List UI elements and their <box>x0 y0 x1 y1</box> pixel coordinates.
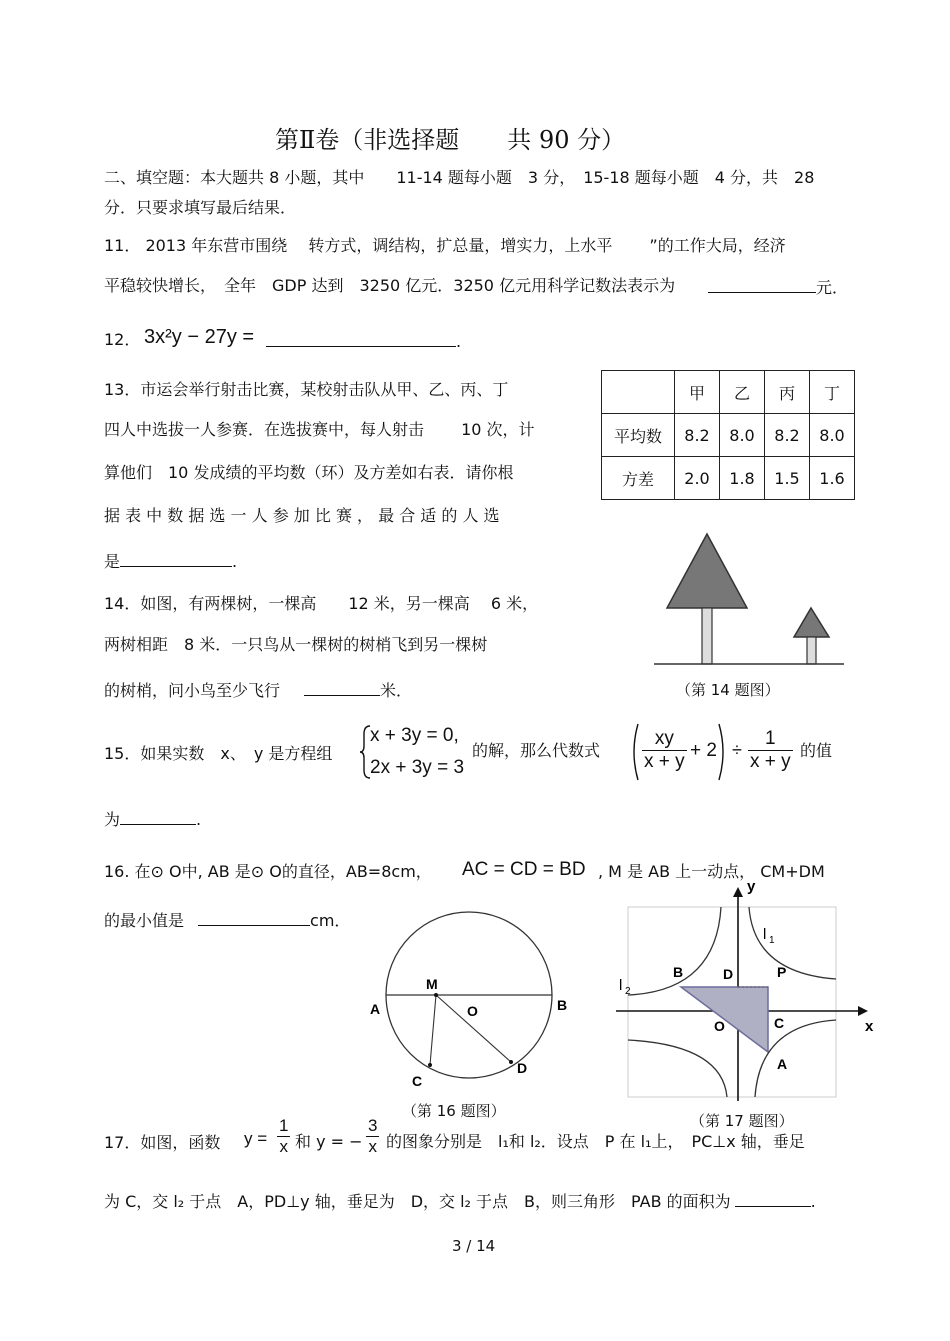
q16-line1b: , M 是 AB 上一动点， CM+DM <box>598 862 825 881</box>
fraction-one: $\frac{1}{x + y}$ <box>750 728 791 772</box>
curve-l1-q3 <box>628 1040 727 1097</box>
table-cell: 8.2 <box>765 414 810 457</box>
q17-f1-label: y = <box>244 1129 268 1148</box>
label-b: B <box>557 997 568 1013</box>
section-intro-line2: 分．只要求填写最后结果． <box>104 198 297 217</box>
q17-rest: 的图象分别是 l₁和 l₂．设点 P 在 l₁上， PC⊥x 轴，垂足 <box>386 1132 805 1151</box>
q17-line2: 为 C，交 l₂ 于点 A，PD⊥y 轴，垂足为 D，交 l₂ 于点 B，则三角形 PAB 的面积为 . <box>104 1192 816 1211</box>
label-x-axis: x <box>865 1018 874 1035</box>
label-point-p: P <box>777 964 787 980</box>
q12-number: 12． <box>104 330 141 349</box>
q15-answer-blank[interactable] <box>120 808 196 825</box>
table-cell: 平均数 <box>602 414 675 457</box>
q15-mid: 的解，那么代数式 <box>472 741 601 760</box>
q17-f1-fraction: $\frac{1}{x}$ <box>279 1116 289 1156</box>
q17-f2-fraction: $\frac{3}{x}$ <box>368 1116 378 1156</box>
label-c: C <box>412 1073 423 1089</box>
hyperbola-figure <box>610 875 880 1105</box>
score-table <box>601 370 855 500</box>
table-cell: 丁 <box>810 371 855 414</box>
q13-line5: 是 . <box>104 552 238 571</box>
label-point-d: D <box>723 966 734 982</box>
table-cell: 2.0 <box>675 457 720 500</box>
curve-l1-q1 <box>749 907 836 979</box>
label-m: M <box>426 976 438 992</box>
q13-line4: 据 表 中 数 据 选 一 人 参 加 比 赛 ， 最 合 适 的 人 选 <box>104 506 500 525</box>
q11-line1: 11． 2013 年东营市围绕 转方式，调结构，扩总量，增实力，上水平 ”的工作大局，经济 <box>104 236 786 255</box>
curve-l2-q2 <box>628 907 721 995</box>
q14-line1: 14．如图，有两棵树，一棵高 12 米，另一棵高 6 米， <box>104 594 539 613</box>
q14-answer-blank[interactable] <box>304 679 380 696</box>
label-d: D <box>517 1060 528 1076</box>
q11-line2: 平稳较快增长， 全年 GDP 达到 3250 亿元．3250 亿元用科学记数法表示为 <box>104 276 676 295</box>
page-title: 第Ⅱ卷（非选择题 共 90 分） <box>275 126 626 154</box>
label-o: O <box>467 1003 478 1019</box>
q14-line2: 两树相距 8 米．一只鸟从一棵树的树梢飞到另一棵树 <box>104 635 488 654</box>
small-tree-crown <box>794 608 829 637</box>
y-axis-arrow <box>733 887 743 897</box>
q13-line3: 算他们 10 发成绩的平均数（环）及方差如右表．请你根 <box>104 463 514 482</box>
label-point-c: C <box>774 1015 785 1031</box>
q11-unit: 元． <box>816 278 849 297</box>
q17-caption: （第 17 题图） <box>690 1112 794 1130</box>
q12-answer-blank[interactable]: . <box>266 330 461 352</box>
q12-expression: 3x²y − 27y = <box>144 326 255 348</box>
fraction-xy: $\frac{xy}{x + y}$ <box>644 728 685 772</box>
q16-line1a: 16. 在⊙ O中, AB 是⊙ O的直径，AB=8cm， <box>104 862 432 881</box>
q17-and: 和 y = − <box>295 1132 363 1151</box>
q13-answer-blank[interactable] <box>120 550 232 567</box>
label-point-a: A <box>777 1056 788 1072</box>
trees-figure <box>650 528 850 670</box>
big-tree-trunk <box>702 608 712 664</box>
small-tree-trunk <box>807 637 816 664</box>
q11-answer-blank[interactable] <box>708 276 848 298</box>
q17-prefix: 17．如图，函数 <box>104 1133 221 1152</box>
q17-answer-blank[interactable] <box>735 1190 811 1207</box>
system-eq2: 2x + 3y = 3 <box>370 757 465 778</box>
table-cell: 1.8 <box>720 457 765 500</box>
q16-caption: （第 16 题图） <box>402 1102 506 1120</box>
q15-suffix: 的值 <box>800 741 833 760</box>
left-paren <box>627 722 641 782</box>
table-cell: 方差 <box>602 457 675 500</box>
q14-line3: 的树梢，问小鸟至少飞行 米． <box>104 681 413 700</box>
system-eq1: x + 3y = 0, <box>370 725 459 746</box>
label-l2-sub: 2 <box>625 986 631 997</box>
table-row <box>602 457 855 500</box>
circle-figure <box>362 905 572 1100</box>
label-a: A <box>370 1001 381 1017</box>
q16-line2: 的最小值是 cm． <box>104 911 351 930</box>
q14-caption: （第 14 题图） <box>676 681 780 699</box>
right-paren <box>716 722 730 782</box>
table-cell: 1.6 <box>810 457 855 500</box>
q13-line2: 四人中选拔一人参赛．在选拔赛中，每人射击 10 次，计 <box>104 420 535 439</box>
label-point-b: B <box>673 964 684 980</box>
x-axis-arrow <box>858 1006 868 1016</box>
section-intro-line1: 二、填空题：本大题共 8 小题，其中 11-14 题每小题 3 分， 15-18 题每小题 4 分，共 28 <box>104 168 815 187</box>
table-cell: 8.0 <box>810 414 855 457</box>
label-l2: l <box>619 977 623 994</box>
table-cell: 1.5 <box>765 457 810 500</box>
table-cell: 8.0 <box>720 414 765 457</box>
q15-line2: 为 . <box>104 810 202 829</box>
q15-prefix: 15．如果实数 x、 y 是方程组 <box>104 744 333 763</box>
table-cell: 8.2 <box>675 414 720 457</box>
q16-answer-blank[interactable] <box>198 909 310 926</box>
table-cell: 丙 <box>765 371 810 414</box>
q13-line1: 13．市运会举行射击比赛，某校射击队从甲、乙、丙、丁 <box>104 380 509 399</box>
table-cell <box>602 371 675 414</box>
page-number: 3 / 14 <box>452 1237 496 1255</box>
label-l1-sub: 1 <box>769 935 775 946</box>
table-header-row <box>602 371 855 414</box>
table-row <box>602 414 855 457</box>
big-tree-crown <box>667 534 747 608</box>
table-cell: 甲 <box>675 371 720 414</box>
label-y-axis: y <box>747 878 756 895</box>
arc-equality: AC = CD = BD <box>462 859 586 880</box>
segment-mc <box>430 995 436 1065</box>
plus-two: + 2 <box>690 740 717 761</box>
label-origin: O <box>714 1018 725 1034</box>
table-cell: 乙 <box>720 371 765 414</box>
divide-sign: ÷ <box>732 740 742 760</box>
label-l1: l <box>763 926 767 943</box>
